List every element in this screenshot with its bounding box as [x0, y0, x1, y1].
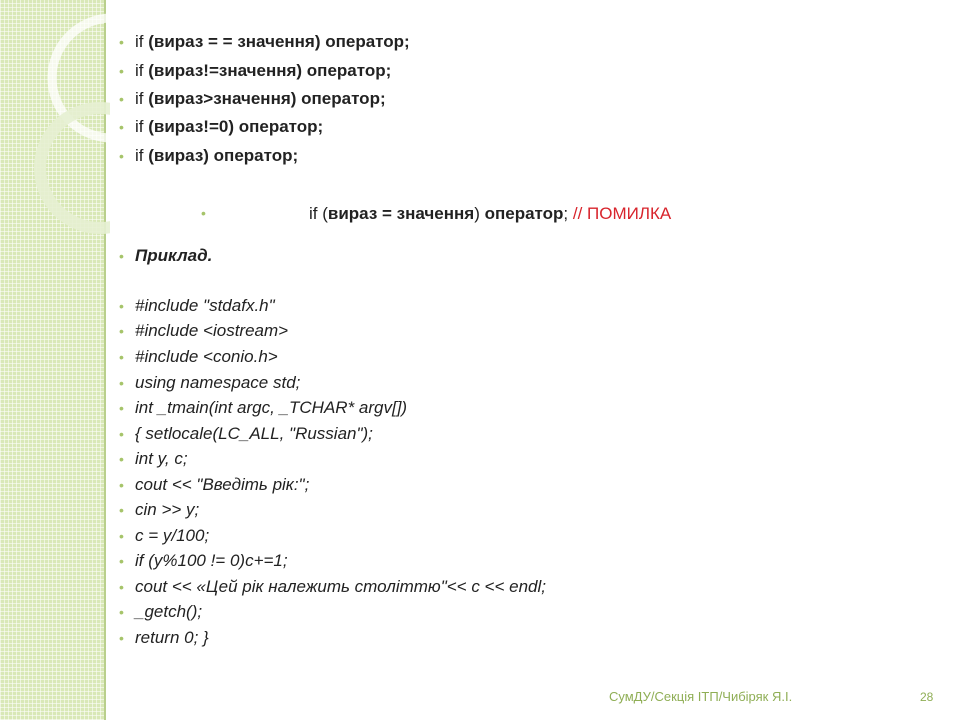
- code-line: using namespace std;: [135, 373, 301, 392]
- condition-line-5: if (вираз) оператор;: [135, 146, 299, 165]
- bullet-dot: •: [119, 451, 124, 467]
- bullet-dot: •: [119, 323, 124, 339]
- bullet-dot: •: [119, 248, 124, 264]
- bullet-dot: •: [119, 426, 124, 442]
- bullet-dot: •: [119, 148, 124, 164]
- bullet-dot: •: [119, 477, 124, 493]
- code-line: c = y/100;: [135, 526, 210, 545]
- bullet-dot: •: [119, 349, 124, 365]
- bullet-dot: •: [119, 375, 124, 391]
- bullet-dot: •: [119, 553, 124, 569]
- code-line: cin >> y;: [135, 500, 200, 519]
- error-example-line: if (вираз = значення) оператор; // ПОМИЛКА: [309, 204, 672, 223]
- code-line: #include <conio.h>: [135, 347, 278, 366]
- code-line: return 0; }: [135, 628, 209, 647]
- code-line: cout << «Цей рік належить століттю"<< c << endl;: [135, 577, 546, 596]
- condition-line-1: if (вираз = = значення) оператор;: [135, 32, 410, 51]
- bullet-dot: •: [119, 119, 124, 135]
- bullet-dot: •: [119, 400, 124, 416]
- bullet-dot: •: [119, 502, 124, 518]
- bullet-dot: •: [119, 298, 124, 314]
- example-heading: Приклад.: [135, 246, 213, 265]
- page-number: 28: [920, 690, 934, 704]
- code-line: int _tmain(int argc, _TCHAR* argv[]): [135, 398, 408, 417]
- code-line: #include <iostream>: [135, 321, 289, 340]
- code-line: int y, c;: [135, 449, 188, 468]
- footer-text: СумДУ/Секція ІТП/Чибіряк Я.І.: [609, 689, 793, 704]
- condition-line-4: if (вираз!=0) оператор;: [135, 117, 324, 136]
- bullet-dot: •: [201, 205, 206, 221]
- code-line: { setlocale(LC_ALL, "Russian");: [135, 424, 373, 443]
- bullet-dot: •: [119, 91, 124, 107]
- bullet-dot: •: [119, 604, 124, 620]
- condition-line-2: if (вираз!=значення) оператор;: [135, 61, 392, 80]
- bullet-dot: •: [119, 63, 124, 79]
- code-line: _getch();: [135, 602, 203, 621]
- code-line: if (y%100 != 0)c+=1;: [135, 551, 288, 570]
- code-line: #include "stdafx.h": [135, 296, 275, 315]
- code-line: cout << "Введіть рік:";: [135, 475, 310, 494]
- bullet-dot: •: [119, 630, 124, 646]
- condition-line-3: if (вираз>значення) оператор;: [135, 89, 386, 108]
- bullet-dot: •: [119, 579, 124, 595]
- bullet-dot: •: [119, 528, 124, 544]
- bullet-dot: •: [119, 34, 124, 50]
